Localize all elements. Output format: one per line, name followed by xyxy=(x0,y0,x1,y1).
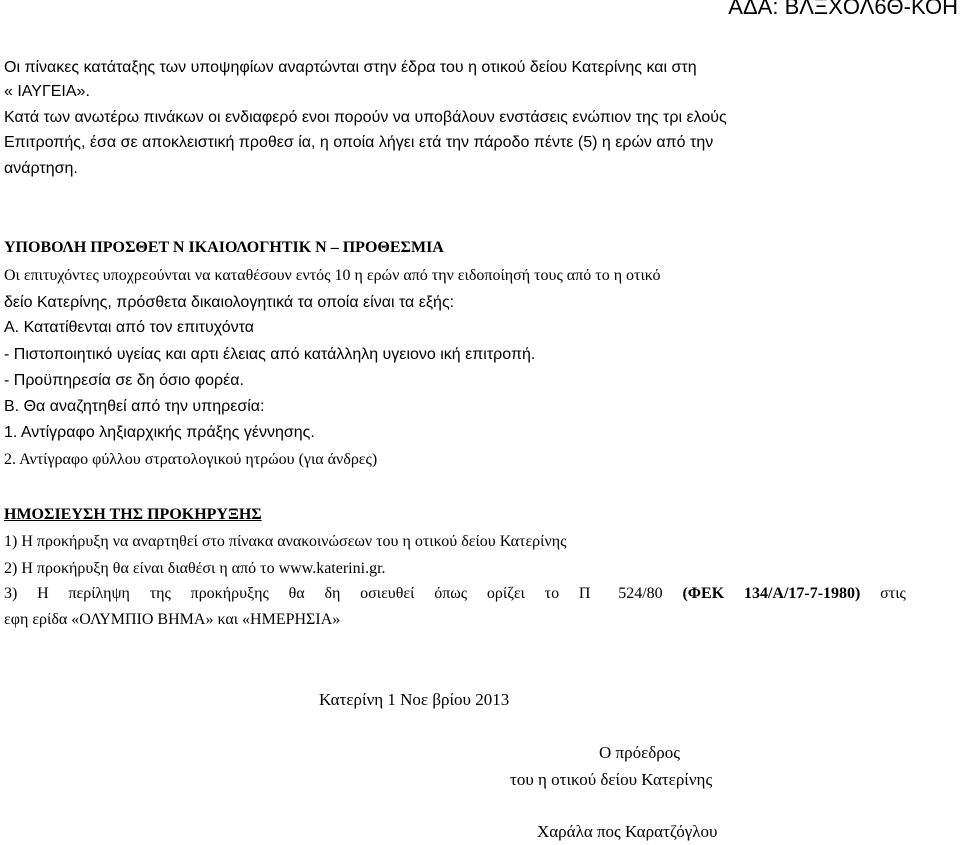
word: 134/Α/17-7-1980) xyxy=(743,585,861,602)
word: στις xyxy=(880,585,906,602)
supplementary-line: Α. Κατατίθενται από τον επιτυχόντα xyxy=(4,319,254,336)
word: δη xyxy=(324,585,341,602)
supplementary-line: Β. Θα αναζητηθεί από την υπηρεσία: xyxy=(4,398,265,415)
supplementary-heading: ΥΠΟΒΟΛΗ ΠΡΟΣΘΕΤ Ν ΙΚΑΙΟΛΟΓΗΤΙΚ Ν – ΠΡΟΘΕΣΜΙΑ xyxy=(4,239,444,256)
intro-line: Κατά των ανωτέρω πινάκων οι ενδιαφερό ενοι πορούν να υποβάλουν ενστάσεις ενώπιον της τρι ελούς xyxy=(4,109,727,126)
word: 3) xyxy=(4,585,18,602)
word: ορίζει xyxy=(486,585,525,602)
publication-line: εφη ερίδα «ΟΛΥΜΠΙΟ ΒΗΜΑ» και «ΗΜΕΡΗΣΙΑ» xyxy=(4,611,341,628)
publication-heading: ΗΜΟΣΙΕΥΣΗ ΤΗΣ ΠΡΟΚΗΡΥΞΗΣ xyxy=(4,506,262,523)
intro-line: Οι πίνακες κατάταξης των υποψηφίων αναρτώνται στην έδρα του η οτικού δείου Κατερίνης και στη xyxy=(4,59,697,76)
word: (ΦΕΚ xyxy=(682,585,725,602)
ada-code: ΑΔΑ: ΒΛΞΧΟΛ6Θ-ΚΟΗ xyxy=(728,0,958,19)
publication-line: 1) Η προκήρυξη να αναρτηθεί στο πίνακα ανακοινώσεων του η οτικού δείου Κατερίνης xyxy=(4,533,567,550)
supplementary-line: - Πιστοποιητικό υγείας και αρτι έλειας από κατάλληλη υγειονο ική επιτροπή. xyxy=(4,346,536,363)
word: 524/80 xyxy=(610,585,663,602)
publication-line: 2) Η προκήρυξη θα είναι διαθέσι η από το www.katerini.gr. xyxy=(4,560,386,577)
supplementary-line: δείο Κατερίνης, πρόσθετα δικαιολογητικά τα οποία είναι τα εξής: xyxy=(4,294,455,311)
word: προκήρυξης xyxy=(190,585,269,602)
word: το xyxy=(544,585,560,602)
supplementary-line: - Προϋπηρεσία σε δη όσιο φορέα. xyxy=(4,372,244,389)
word: περίληψη xyxy=(68,585,130,602)
signatory-role: Ο πρόεδρος xyxy=(599,743,680,762)
signatory-name: Χαράλα πος Καρατζόγλου xyxy=(537,822,718,841)
supplementary-line: Οι επιτυχόντες υποχρεούνται να καταθέσουν εντός 10 η ερών από την ειδοποίησή τους από το η οτικό xyxy=(4,267,661,284)
word: Η xyxy=(37,585,49,602)
place-date: Κατερίνη 1 Νοε βρίου 2013 xyxy=(319,690,510,709)
word: θα xyxy=(288,585,305,602)
word: της xyxy=(149,585,171,602)
supplementary-line: 1. Αντίγραφο ληξιαρχικής πράξης γέννησης. xyxy=(4,424,315,441)
word: όπως xyxy=(434,585,468,602)
intro-line: Επιτροπής, έσα σε αποκλειστική προθεσ ία, η οποία λήγει ετά την πάροδο πέντε (5) η ερών από την xyxy=(4,134,714,151)
word: οσιευθεί xyxy=(360,585,415,602)
word: Π xyxy=(578,585,591,602)
supplementary-line: 2. Αντίγραφο φύλλου στρατολογικού ητρώου (για άνδρες) xyxy=(4,451,378,468)
intro-line: ανάρτηση. xyxy=(4,160,78,177)
intro-line: « ΙΑΥΓΕΙΑ». xyxy=(4,83,90,100)
signatory-role-of: του η οτικού δείου Κατερίνης xyxy=(510,770,713,789)
publication-line-justified xyxy=(4,584,906,604)
